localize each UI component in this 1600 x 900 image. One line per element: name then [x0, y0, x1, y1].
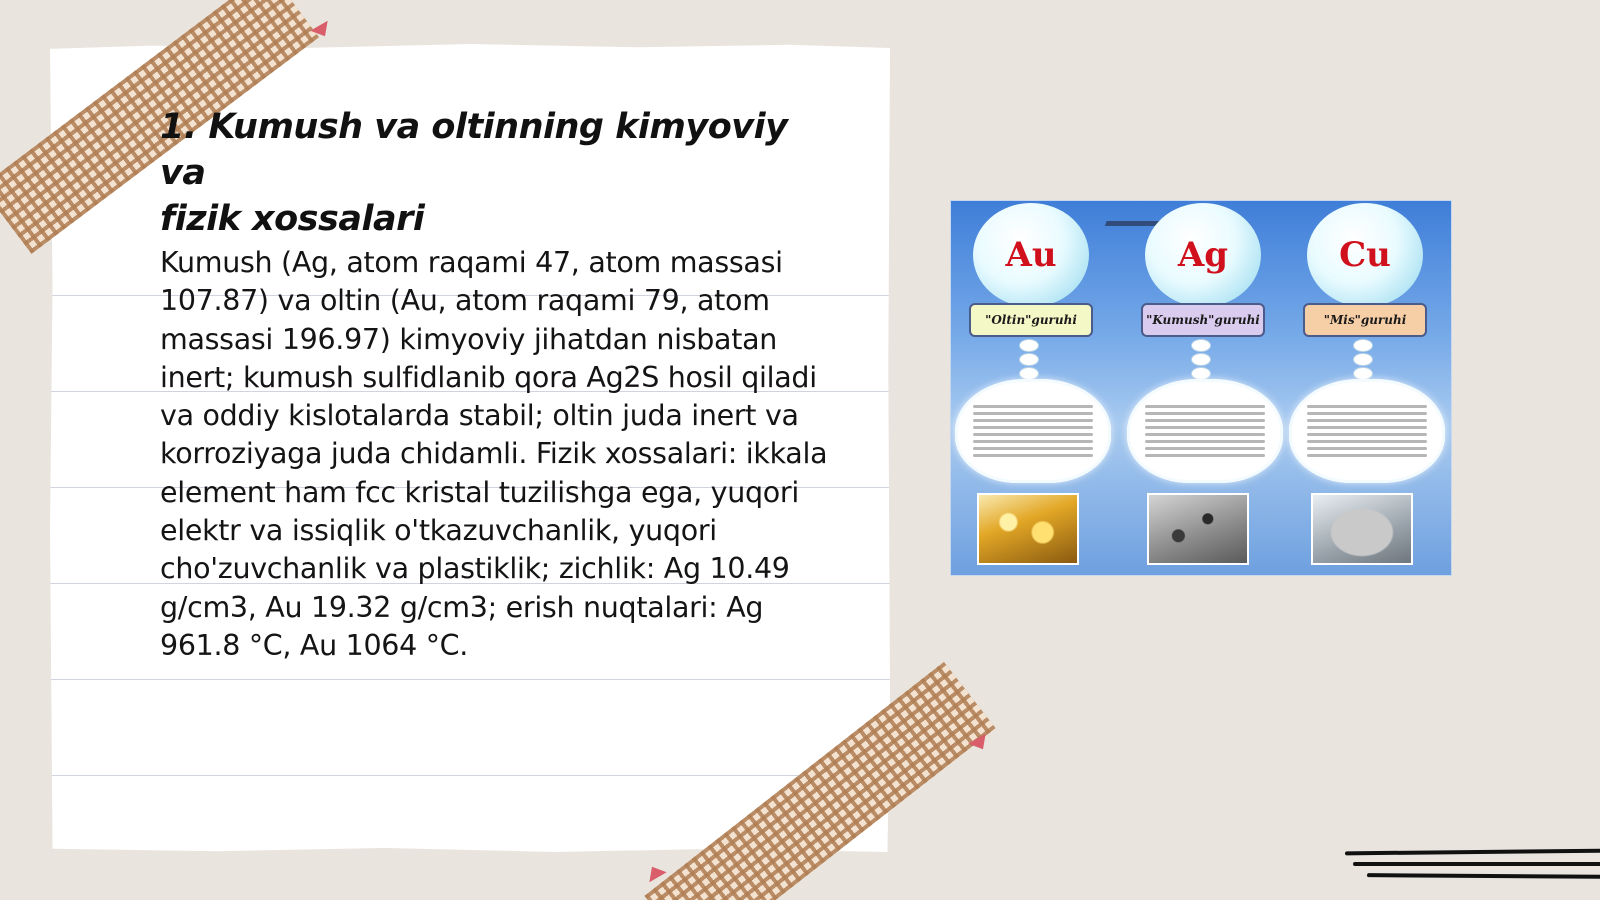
element-bubble: Ag — [1145, 203, 1261, 307]
thought-chain — [1191, 353, 1211, 366]
metal-groups-image — [950, 200, 1452, 576]
slide-body-text: Kumush (Ag, atom raqami 47, atom massasi 107.87) va oltin (Au, atom raqami 79, atom massasi 196.97) kimyoviy jihatdan nisbatan inert; kumush sulfidlanib qora Ag2S hosil qiladi va oddiy kislotalarda stabil; oltin juda inert va korroziyaga juda chidamli. Fizik xossalari: ikkala element ham fcc kristal tuzilishga ega, yuqori elektr va issiqlik o'tkazuvchanlik, yuqori cho'zuvchanlik va plastiklik; zichlik: Ag 10.49 g/cm3, Au 19.32 g/cm3; erish nuqtalari: Ag 961.8 °C, Au 1064 °C. — [160, 246, 828, 662]
silver-photo — [1147, 493, 1249, 565]
element-bubble: Cu — [1307, 203, 1423, 307]
gold-photo — [977, 493, 1079, 565]
paper-rule — [50, 679, 890, 680]
tape-tip — [310, 21, 333, 41]
slide-title — [160, 104, 840, 242]
description-cloud — [1289, 379, 1445, 483]
thought-chain — [1019, 353, 1039, 366]
figure-column-cu — [1285, 201, 1451, 575]
paper-rule — [50, 775, 890, 776]
group-banner: "Oltin"guruhi — [969, 303, 1093, 337]
description-cloud — [1127, 379, 1283, 483]
thought-chain — [1019, 339, 1039, 352]
group-banner: "Mis"guruhi — [1303, 303, 1427, 337]
thought-chain — [1353, 339, 1373, 352]
figure-column-ag — [1123, 201, 1289, 575]
copper-photo — [1311, 493, 1413, 565]
thought-chain — [1191, 339, 1211, 352]
tape-tip — [643, 862, 666, 882]
element-bubble: Au — [973, 203, 1089, 307]
title-line-2: fizik xossalari — [160, 199, 425, 239]
description-cloud — [955, 379, 1111, 483]
group-banner: "Kumush"guruhi — [1141, 303, 1265, 337]
title-line-1: 1. Kumush va oltinning kimyoviy va — [160, 107, 788, 193]
decorative-strokes — [1345, 848, 1600, 888]
figure-column-au — [951, 201, 1117, 575]
thought-chain — [1353, 353, 1373, 366]
